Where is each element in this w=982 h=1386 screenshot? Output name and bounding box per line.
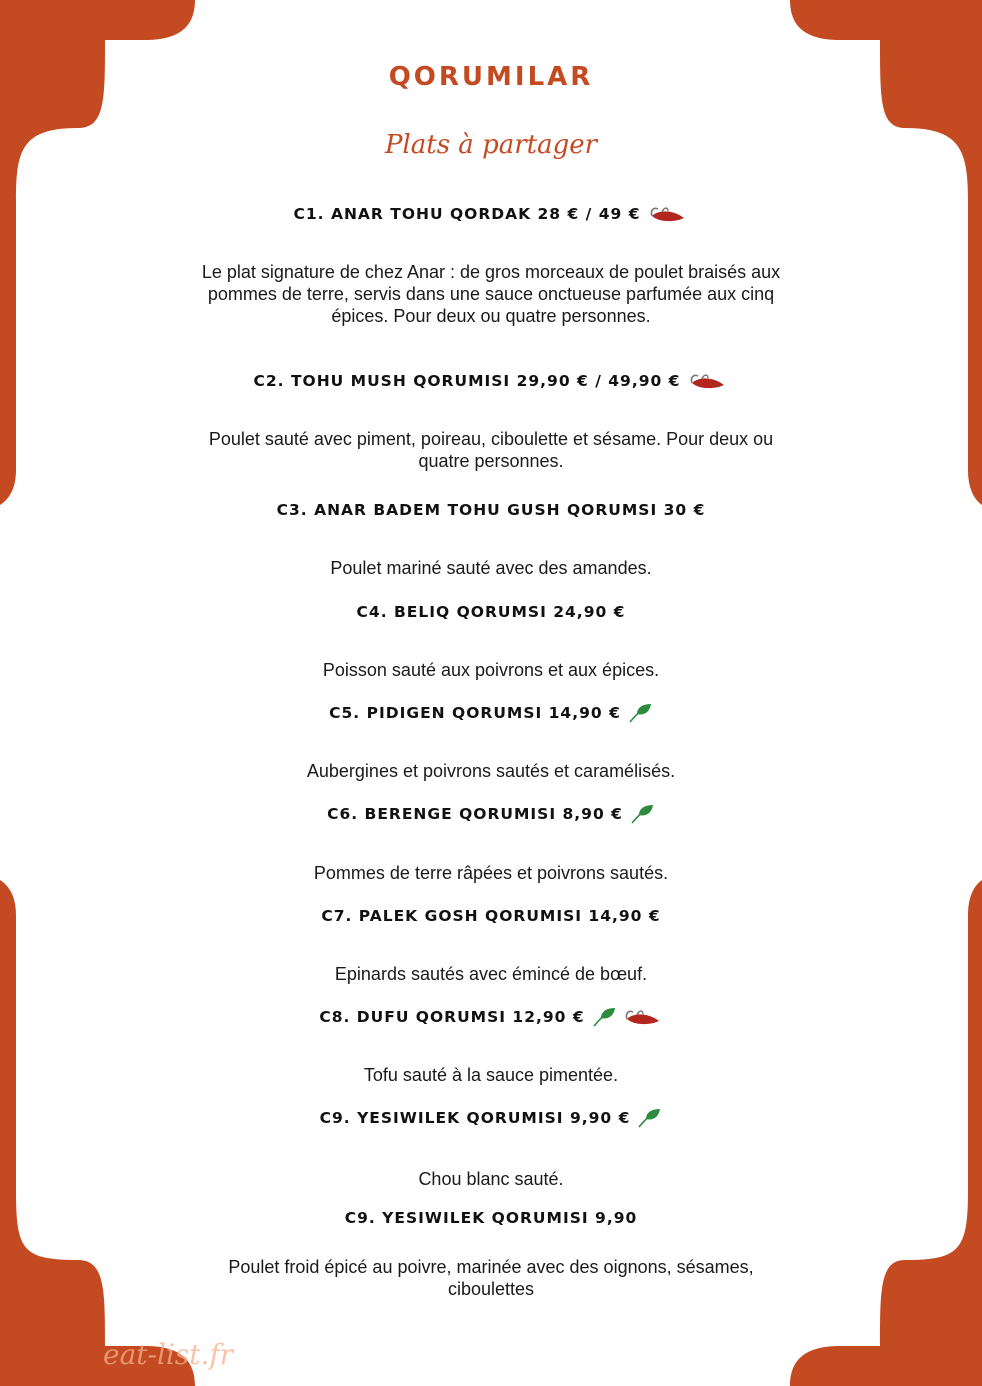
dish-heading: C5. PIDIGEN QORUMSI 14,90 € — [0, 701, 982, 725]
leaf-icon — [629, 803, 655, 825]
watermark: eat-list.fr — [103, 1338, 234, 1371]
dish-heading: C9. YESIWILEK QORUMISI 9,90 € — [0, 1106, 982, 1130]
dish-description: Poulet froid épicé au poivre, marinée avec des oignons, sésames, ciboulettes — [228, 1257, 754, 1299]
dish-description: Chou blanc sauté. — [418, 1169, 564, 1189]
leaf-icon — [636, 1107, 662, 1129]
dish-heading: C2. TOHU MUSH QORUMISI 29,90 € / 49,90 € — [0, 369, 982, 393]
dish-heading: C1. ANAR TOHU QORDAK 28 € / 49 € — [0, 202, 982, 226]
dish-heading: C4. BELIQ QORUMSI 24,90 € — [356, 603, 626, 621]
dish-heading: C9. YESIWILEK QORUMISI 9,90 — [344, 1209, 638, 1227]
dish-heading: C6. BERENGE QORUMISI 8,90 € — [0, 802, 982, 826]
dish-description: Poulet mariné sauté avec des amandes. — [330, 558, 652, 578]
dish-description: Aubergines et poivrons sautés et caramélisés. — [306, 761, 676, 781]
chili-icon — [646, 204, 688, 224]
dish-description: Tofu sauté à la sauce pimentée. — [363, 1065, 619, 1085]
dish-heading: C7. PALEK GOSH QORUMISI 14,90 € — [321, 907, 661, 925]
dish-description: Le plat signature de chez Anar : de gros morceaux de poulet braisés aux pommes de terre, servis dans une sauce onctueuse parfumée aux cinq épices. Pour deux ou quatre personnes. — [201, 262, 781, 326]
dish-description: Pommes de terre râpées et poivrons sautés. — [313, 863, 669, 883]
dish-heading: C3. ANAR BADEM TOHU GUSH QORUMSI 30 € — [276, 501, 706, 519]
chili-icon — [621, 1007, 663, 1027]
dish-heading: C8. DUFU QORUMSI 12,90 € — [0, 1005, 982, 1029]
leaf-icon — [591, 1006, 617, 1028]
section-subtitle: Plats à partager — [384, 130, 598, 160]
chili-icon — [686, 371, 728, 391]
dish-description: Poulet sauté avec piment, poireau, ciboulette et sésame. Pour deux ou quatre personnes. — [208, 429, 774, 471]
dish-description: Epinards sautés avec émincé de bœuf. — [334, 964, 648, 984]
dish-description: Poisson sauté aux poivrons et aux épices. — [322, 660, 660, 680]
leaf-icon — [627, 702, 653, 724]
page-title: QORUMILAR — [388, 62, 594, 92]
